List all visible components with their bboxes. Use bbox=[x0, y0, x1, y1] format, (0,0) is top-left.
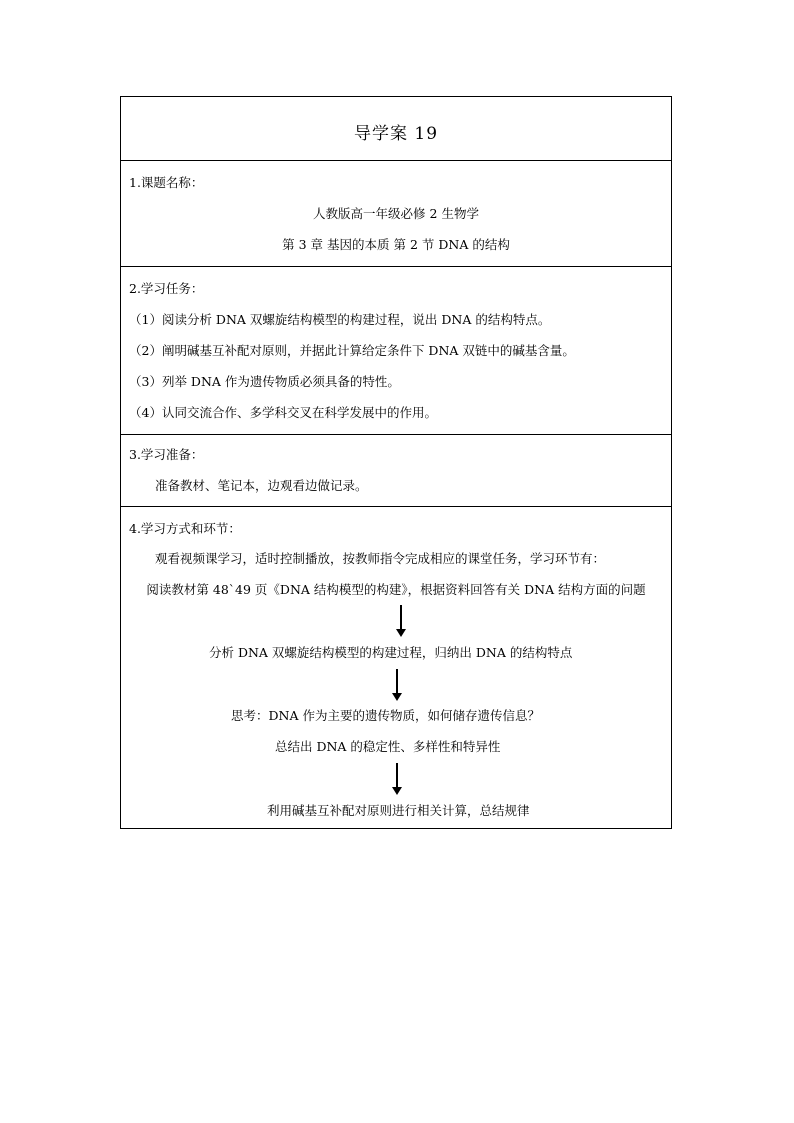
flow-step: 阅读教材第 48`49 页《DNA 结构模型的构建》，根据资料回答有关 DNA 结构方面的问题 bbox=[146, 582, 646, 597]
tasks-section bbox=[121, 266, 671, 434]
document-title: 导学案 19 bbox=[353, 124, 439, 144]
topic-course: 人教版高一年级必修 2 生物学 bbox=[313, 206, 479, 221]
prep-section bbox=[121, 434, 671, 506]
task-item: （2）阐明碱基互补配对原则，并据此计算给定条件下 DNA 双链中的碱基含量。 bbox=[129, 343, 575, 358]
topic-heading: 1.课题名称： bbox=[129, 175, 204, 190]
method-heading: 4.学习方式和环节： bbox=[129, 521, 241, 536]
task-item: （3）列举 DNA 作为遗传物质必须具备的特性。 bbox=[129, 374, 400, 389]
prep-text: 准备教材、笔记本，边观看边做记录。 bbox=[155, 478, 368, 493]
flow-step: 总结出 DNA 的稳定性、多样性和特异性 bbox=[275, 739, 501, 754]
tasks-heading: 2.学习任务： bbox=[129, 281, 204, 296]
down-arrow-icon bbox=[395, 605, 407, 637]
task-item: （1）阅读分析 DNA 双螺旋结构模型的构建过程，说出 DNA 的结构特点。 bbox=[129, 312, 551, 327]
down-arrow-icon bbox=[391, 669, 403, 701]
method-intro: 观看视频课学习，适时控制播放，按教师指令完成相应的课堂任务，学习环节有： bbox=[155, 551, 606, 566]
flow-step: 思考：DNA 作为主要的遗传物质，如何储存遗传信息？ bbox=[231, 708, 540, 723]
title-row bbox=[121, 97, 671, 160]
topic-chapter: 第 3 章 基因的本质 第 2 节 DNA 的结构 bbox=[282, 237, 510, 252]
prep-heading: 3.学习准备： bbox=[129, 447, 204, 462]
worksheet-table bbox=[120, 96, 672, 829]
method-section bbox=[121, 506, 671, 828]
topic-section bbox=[121, 160, 671, 266]
task-item: （4）认同交流合作、多学科交叉在科学发展中的作用。 bbox=[129, 405, 437, 420]
down-arrow-icon bbox=[391, 763, 403, 795]
flow-step: 利用碱基互补配对原则进行相关计算，总结规律 bbox=[267, 803, 530, 818]
flow-step: 分析 DNA 双螺旋结构模型的构建过程，归纳出 DNA 的结构特点 bbox=[209, 645, 573, 660]
